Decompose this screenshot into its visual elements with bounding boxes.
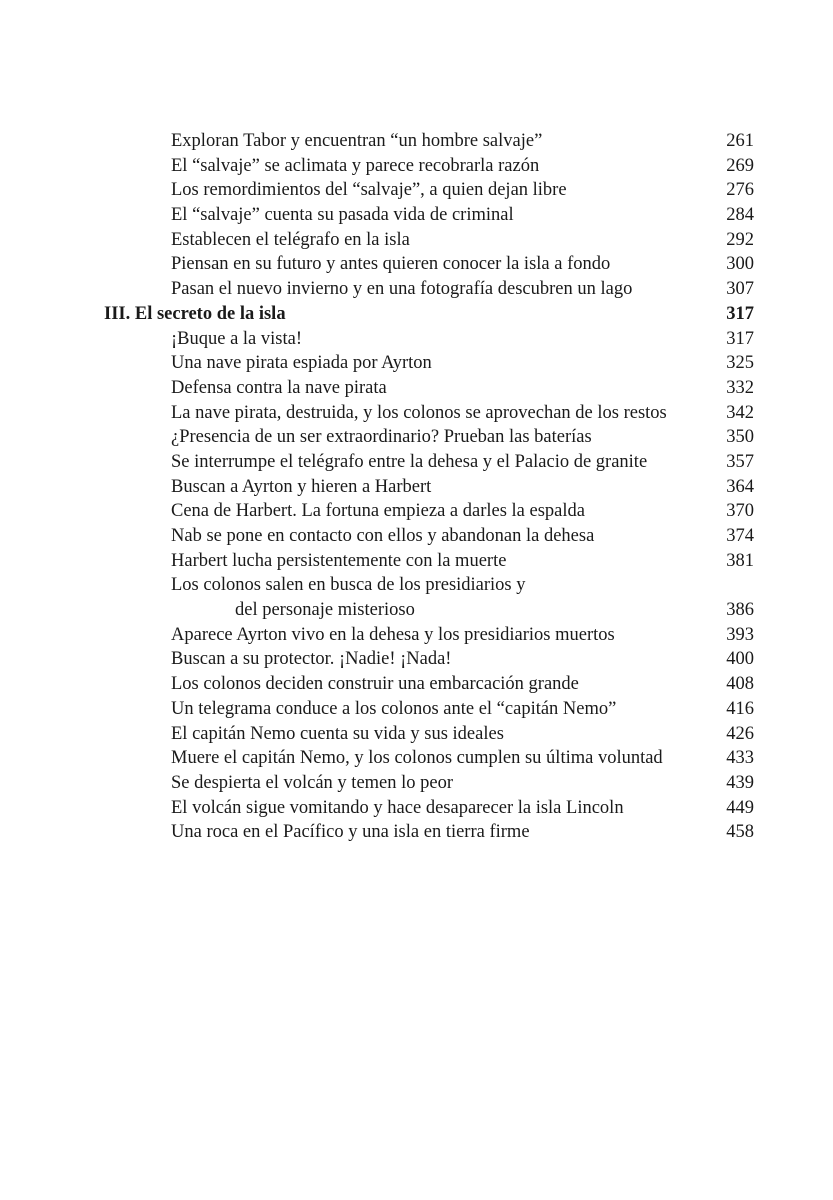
toc-entry-title: Los remordimientos del “salvaje”, a quien dejan libre: [171, 180, 567, 201]
toc-entry: [0, 746, 833, 771]
toc-entry-page-number: 317: [726, 328, 754, 349]
toc-entry-title: Muere el capitán Nemo, y los colonos cumplen su última voluntad: [171, 748, 663, 769]
toc-entry-page-number: 307: [726, 279, 754, 300]
toc-entry: [0, 252, 833, 277]
toc-entry-title: Nab se pone en contacto con ellos y abandonan la dehesa: [171, 526, 595, 546]
toc-section-heading: [0, 302, 833, 327]
toc-entry: [0, 672, 833, 697]
toc-entry-title: El “salvaje” se aclimata y parece recobrarla razón: [171, 155, 540, 176]
toc-entry-page-number: 386: [726, 600, 754, 621]
toc-entry-title: Una nave pirata espiada por Ayrton: [171, 353, 432, 374]
toc-entry-title: Se despierta el volcán y temen lo peor: [171, 772, 454, 793]
toc-entry-title: Harbert lucha persistentemente con la muerte: [171, 550, 507, 571]
toc-entry-title: III. El secreto de la isla: [104, 303, 286, 324]
toc-entry: [0, 623, 833, 648]
toc-entry: [0, 351, 833, 376]
toc-entry: [0, 178, 833, 203]
toc-entry: [0, 401, 833, 426]
toc-entry-page-number: 439: [726, 772, 754, 793]
toc-entry: [0, 203, 833, 228]
toc-entry-page-number: 381: [726, 550, 754, 571]
toc-entry-page-number: 400: [726, 649, 754, 670]
toc-entry: [0, 425, 833, 450]
toc-entry-page-number: 370: [726, 501, 754, 522]
toc-entry: [0, 450, 833, 475]
toc-entry: [0, 129, 833, 154]
toc-entry-title: Un telegrama conduce a los colonos ante el “capitán Nemo”: [171, 698, 617, 719]
toc-entry-page-number: 300: [726, 254, 754, 275]
toc-entry-page-number: 458: [726, 822, 754, 843]
toc-entry-title: Defensa contra la nave pirata: [171, 377, 387, 398]
toc-entry-page-number: 426: [726, 723, 754, 744]
toc-entry-page-number: 292: [726, 229, 754, 250]
toc-entry-title: El capitán Nemo cuenta su vida y sus ideales: [171, 723, 504, 744]
toc-entry-page-number: 408: [726, 674, 754, 695]
toc-entry: [0, 277, 833, 302]
toc-entry: [0, 154, 833, 179]
toc-entry-title: Cena de Harbert. La fortuna empieza a darles la espalda: [171, 501, 585, 522]
toc-entry-title: La nave pirata, destruida, y los colonos se aprovechan de los restos: [171, 402, 667, 423]
toc-entry-title: Pasan el nuevo invierno y en una fotografía descubren un lago: [171, 279, 633, 300]
toc-entry-page-number: 393: [726, 624, 754, 645]
toc-entry: [0, 796, 833, 821]
toc-entry-title: Establecen el telégrafo en la isla: [171, 229, 410, 250]
toc-entry: [0, 820, 833, 845]
toc-entry: [0, 573, 833, 598]
toc-entry: [0, 475, 833, 500]
toc-entry-page-number: 261: [726, 131, 754, 151]
toc-entry-page-number: 317: [726, 303, 754, 324]
toc-entry-title: El volcán sigue vomitando y hace desaparecer la isla Lincoln: [171, 797, 624, 818]
toc-entry-title: Los colonos salen en busca de los presidiarios y: [171, 575, 526, 596]
toc-entry-title: ¿Presencia de un ser extraordinario? Prueban las baterías: [171, 427, 592, 448]
toc-entry-page-number: 284: [726, 205, 754, 226]
toc-entry: [0, 549, 833, 574]
toc-entry: [0, 697, 833, 722]
toc-entry-title: del personaje misterioso: [235, 600, 415, 621]
toc-entry-page-number: 342: [726, 402, 754, 423]
toc-entry: [0, 771, 833, 796]
toc-entry-page-number: 433: [726, 748, 754, 769]
toc-entry-page-number: 374: [726, 526, 754, 546]
toc-entry-title: El “salvaje” cuenta su pasada vida de criminal: [171, 205, 514, 226]
toc-entry: [0, 228, 833, 253]
toc-entry-title: Buscan a su protector. ¡Nadie! ¡Nada!: [171, 649, 452, 670]
toc-entry-title: Aparece Ayrton vivo en la dehesa y los presidiarios muertos: [171, 624, 615, 645]
toc-entry-page-number: 364: [726, 476, 754, 497]
toc-entry: [0, 722, 833, 747]
toc-entry: [0, 499, 833, 524]
toc-entry-page-number: 332: [726, 377, 754, 398]
toc-entry-title: Piensan en su futuro y antes quieren conocer la isla a fondo: [171, 254, 611, 275]
toc-entry-page-number: 269: [726, 155, 754, 176]
toc-entry-page-number: 357: [726, 451, 754, 472]
toc-entry: [0, 524, 833, 549]
toc-entry-page-number: 350: [726, 427, 754, 448]
toc-entry-page-number: 416: [726, 698, 754, 719]
toc-entry: [0, 327, 833, 352]
toc-entry-page-number: 276: [726, 180, 754, 201]
toc-entry-page-number: 325: [726, 353, 754, 374]
toc-entry: [0, 647, 833, 672]
toc-entry-page-number: 449: [726, 797, 754, 818]
table-of-contents: [0, 129, 833, 845]
toc-entry-title: Se interrumpe el telégrafo entre la dehesa y el Palacio de granite: [171, 451, 648, 472]
toc-entry-title: Buscan a Ayrton y hieren a Harbert: [171, 476, 432, 497]
toc-entry-title: Exploran Tabor y encuentran “un hombre salvaje”: [171, 131, 543, 151]
toc-entry: [0, 598, 833, 623]
toc-entry-title: ¡Buque a la vista!: [171, 328, 302, 349]
toc-entry-title: Los colonos deciden construir una embarcación grande: [171, 674, 579, 695]
toc-entry: [0, 376, 833, 401]
toc-entry-title: Una roca en el Pacífico y una isla en tierra firme: [171, 822, 530, 843]
